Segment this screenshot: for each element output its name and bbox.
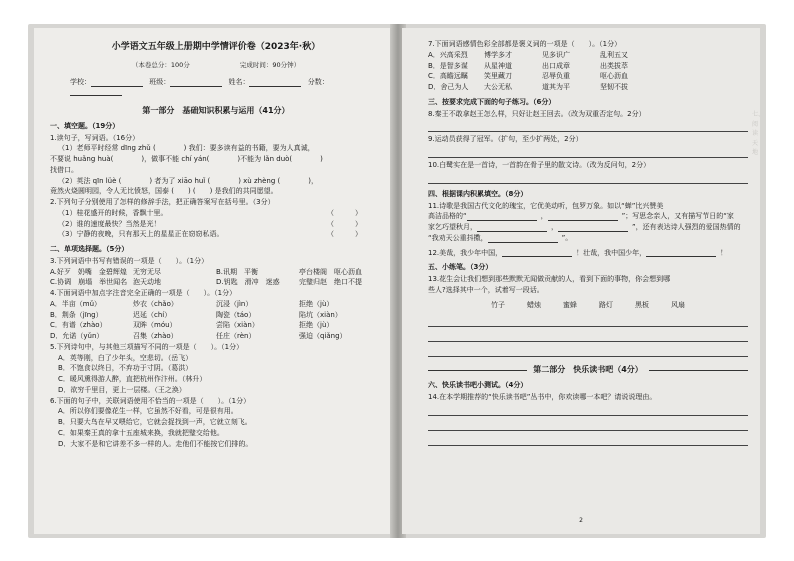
q4-row-a [50,300,382,309]
q7-cell: 乱利五又 [600,50,628,59]
q6-option-a: A．所以你们要像花生一样，它虽然不好看，可是很有用。 [58,407,238,416]
exam-title: 小学语文五年级上册期中学情评价卷（2023年·秋） [111,42,321,52]
section1-heading: 一、填空题。（19分） [50,121,120,130]
q4-cell: B．荆条（jīng） [50,310,103,319]
q11-blank-1[interactable] [467,213,537,221]
q7-row-c [428,72,748,81]
q2-item-b [50,220,382,229]
word-choice: 黑板 [635,300,649,309]
q4-cell: 召集（zhào） [133,332,178,341]
word-choice: 路灯 [599,300,613,309]
q13-answer-line[interactable] [428,315,748,327]
q14-answer-line[interactable] [428,419,748,431]
q1-line-1: （1）老师平时经常 dīng zhǔ ( ) 我们：要多读有益的书籍，要为人真诚， [58,144,315,153]
q4-cell: 沉浸（jìn） [216,299,253,308]
class-label: 班级： [149,78,171,87]
q3-option: 完璧归赵 绝口不提 [299,278,362,287]
section3-heading: 三、按要求完成下面的句子练习。（6分） [428,97,556,106]
q2-c-text: （3）宁静的夜晚，只有那天上的星星正在窃窃私语。 [58,230,224,239]
q13-line-1: 13.花生会让我们想到那些默默无闻做贡献的人，看到下面的事物，你会想到哪 [428,275,671,283]
q3-option: D.钥匙 滑冲 迷惑 [216,278,280,287]
q3-options-row-2 [50,278,382,287]
q3-options-row-1 [50,268,382,277]
q13-answer-line[interactable] [428,330,748,342]
part2-title [428,365,748,375]
q3-option: 亭台楼阁 呕心沥血 [299,267,362,276]
page-number: 2 [579,516,583,524]
q7-row-a [428,51,748,60]
q12-text: ！壮哉，我中国少年， [576,248,647,257]
q12-blank-1[interactable] [502,249,572,257]
q7-stem: 7.下面词语感情色彩全部都是褒义词的一项是（ ）。（1分） [428,40,622,48]
q3-option: C.协调 崩塌 举世闻名 [50,278,128,287]
q11-text: 家乞巧望秋月， [428,223,477,231]
q2-item-c [50,230,382,239]
q2-b-answer[interactable]: （ ） [327,219,362,228]
q2-b-text: （2）谁的速度最快？当然是光！ [58,219,161,228]
q13-answer-line[interactable] [428,345,748,357]
section6-heading: 六、快乐读书吧小测试。（4分） [428,381,528,390]
q7-cell: 大公无私 [484,83,512,91]
q4-cell: 任庄（rèn） [216,332,256,341]
q7-cell: B．是智多谋 [428,61,468,70]
q12-text: ！ [720,248,728,257]
total-score: （本卷总分：100分 [131,61,190,70]
q13-word-choices [428,301,748,310]
section2-heading: 二、单项选择题。（5分） [50,245,129,254]
q8-answer-line[interactable] [428,120,748,132]
q11-text: ”；写思念亲人，又有描写节日的“家 [621,212,734,221]
q7-cell: 坚韧不拔 [600,83,628,91]
name-label: 姓名： [228,78,250,87]
q11-line-1: 11.诗歌是我国古代文化的瑰宝，它优美动听，包罗万象。如以“蝉”比兴赞美 [428,201,664,210]
student-info-row [70,78,382,96]
left-page [34,28,394,534]
q4-cell: 强迫（qiǎng） [299,332,347,341]
q11-line-2: 高洁品格的“ ， ”；写思念亲人，又有描写节日的“家 [428,212,734,221]
q4-cell: 陷坑（xiàn） [299,310,342,319]
q11-blank-2[interactable] [548,213,618,221]
exam-meta [50,61,382,69]
q4-cell: D．允诺（yǔn） [50,332,104,341]
right-page [402,28,765,534]
q4-cell: C．有谱（zhào） [50,321,107,330]
q11-text: 高洁品格的“ [428,212,467,221]
q7-cell: 忍辱负重 [542,72,570,81]
q7-cell: C．高瞻远瞩 [428,72,468,81]
q4-cell: 拒绝（jù） [299,321,334,330]
school-label: 学校： [70,78,91,87]
q7-cell: 从星神道 [484,61,512,70]
q3-option: B.讯期 平衡 [216,267,259,276]
q2-stem: 2.下列句子分别使用了怎样的修辞手法，把正确答案写在括号里。（3分） [50,198,275,207]
q11-blank-3[interactable] [477,224,547,232]
q4-row-d [50,332,382,341]
q11-line-4 [428,234,748,243]
q4-stem: 4.下面词语中加点字注音完全正确的一项是（ ）。（1分） [50,289,237,298]
q12-blank-2[interactable] [646,249,716,257]
q5-option-b: B．不饱食以终日，不弃功于寸阴。（葛洪） [58,364,193,373]
q4-cell: 陶瓷（táo） [216,310,256,319]
q2-c-answer[interactable]: （ ） [327,230,362,239]
q7-cell: D．舍己为人 [428,83,469,91]
q2-a-text: （1）桂花盛开的时候，香飘十里。 [58,208,168,217]
q14-answer-line[interactable] [428,434,748,446]
q3-option: 无穷无尽 [133,267,161,276]
q2-item-a [50,209,382,218]
word-choice: 蜡烛 [527,300,541,309]
q6-option-d: D．大家不是和它讲差不多一样的人。走他们不能按它们排的。 [58,439,253,448]
class-blank[interactable] [170,79,222,87]
school-blank[interactable] [91,79,143,87]
word-choice: 竹子 [491,300,505,309]
q10-answer-line[interactable] [428,172,748,184]
q7-cell: 出类拔萃 [600,61,628,70]
bleed-through-text: 七、阅读天地 [752,111,765,157]
q4-cell: 双眸（móu） [133,321,177,330]
q12-text: 12.美哉，我少年中国， [428,248,503,257]
q5-option-a: A．英等刚，白了少年头，空悲切。（岳飞） [58,353,193,362]
q7-cell: 见多识广 [542,50,570,59]
q4-cell: 拒绝（jù） [299,299,334,308]
q9-stem: 9.运动员获得了冠军。（扩句，至少扩两处，2分） [428,135,583,144]
q7-cell: 呕心沥血 [600,72,628,81]
q7-row-b [428,62,748,71]
q1-line-3: 找借口。 [50,165,78,174]
word-choice: 蜜蜂 [563,300,577,309]
q6-stem: 6.下面的句子中，关联词语使用不恰当的一项是（ ）。（1分） [50,396,251,405]
q7-cell: A．兴高采烈 [428,50,468,59]
q4-cell: 尝陷（xiàn） [216,321,259,330]
q5-option-c: C．暖风熏得游人醉，直把杭州作汴州。（林升） [58,375,207,384]
section4-heading: 四、根据课内积累填空。（8分） [428,189,528,198]
q7-cell: 出口成章 [542,61,570,70]
q7-cell: 道其为平 [542,83,570,91]
part1-title: 第一部分 基础知识积累与运用（41分） [142,105,290,115]
q4-cell: A．半亩（mǔ） [50,299,102,308]
q1-stem: 1.读句子，写词语。（16分） [50,133,140,142]
q4-cell: 迟延（chí） [133,310,172,319]
q10-stem: 10.白鹭实在是一首诗，一首韵在骨子里的散文诗。（改为反问句，2分） [428,161,651,169]
q14-stem: 14.在本学期推荐的“快乐读书吧”丛书中，你欢读哪一本吧？请说说理由。 [428,393,657,401]
q5-stem: 5.下列诗句中，与其他三项描写不同的一项是（ ）。（1分） [50,342,244,351]
part2-title-text: 第二部分 快乐读书吧（4分） [533,365,643,375]
score-blank[interactable] [70,88,122,96]
q3-stem: 3.下列词语中书写有错误的一项是（ ）。（1分） [50,256,209,265]
q1-line-2: 不要说 huǎng huà( )，做事不能 chí yán( )不能为 lǎn duò( ) [50,155,323,164]
q12-line [428,249,748,258]
q6-option-b: B．只要大鸟在早又喂给它，它就会捉找到一声，它就立刻飞。 [58,418,252,427]
q1-line-4: （2）英法 qīn lüè ( ) 者为了 xiāo huǐ ( ) xù zhèng ( )， [58,176,318,185]
q11-text: “我劝天公重抖擞， [428,233,488,242]
q11-blank-5[interactable] [488,235,558,243]
q6-option-c: C．如果秦王真的拿十五座城来换，我就把璧交给他。 [58,428,224,437]
score-label: 分数： [307,78,329,87]
q3-option: A.好歹 奶嘴 金碧辉煌 [50,267,127,276]
section5-heading: 五、小练笔。（3分） [428,263,493,272]
q11-line-3: 家乞巧望秋月， ， ”，还有表达诗人强烈的爱国热情的 [428,223,741,231]
q13-line-2: 些人?选择其中一个，试着写一段话。 [428,285,544,294]
q7-cell: 博学多才 [484,50,512,59]
q1-line-5: 竟然火烧圆明园，令人无比愤怒，国泰 ( ) ( ) 是我们的共同愿望。 [50,187,278,196]
exam-duration: 完成时间：90分钟） [239,61,301,70]
q11-text: ”，还有表达诗人强烈的爱国热情的 [632,223,741,231]
q5-option-d: D．欲穷千里目，更上一层楼。（王之涣） [58,385,186,394]
q4-row-c [50,321,382,330]
q2-a-answer[interactable]: （ ） [327,208,362,217]
q4-cell: 炒衣（chǎo） [133,299,178,308]
q11-blank-4[interactable] [558,224,628,232]
q14-answer-line[interactable] [428,404,748,416]
q7-cell: 笑里藏刀 [484,72,512,81]
q11-text: ”。 [561,233,573,242]
word-choice: 风扇 [671,300,685,309]
q8-stem: 8.秦王不敢拿赵王怎么样，只好让赵王回去。（改为双重否定句。2分） [428,109,646,118]
exam-spread [28,24,766,538]
q7-row-d [428,83,748,92]
q3-option: 泡天动地 [133,278,161,287]
q9-answer-line[interactable] [428,146,748,158]
q4-row-b [50,311,382,320]
name-blank[interactable] [249,79,301,87]
